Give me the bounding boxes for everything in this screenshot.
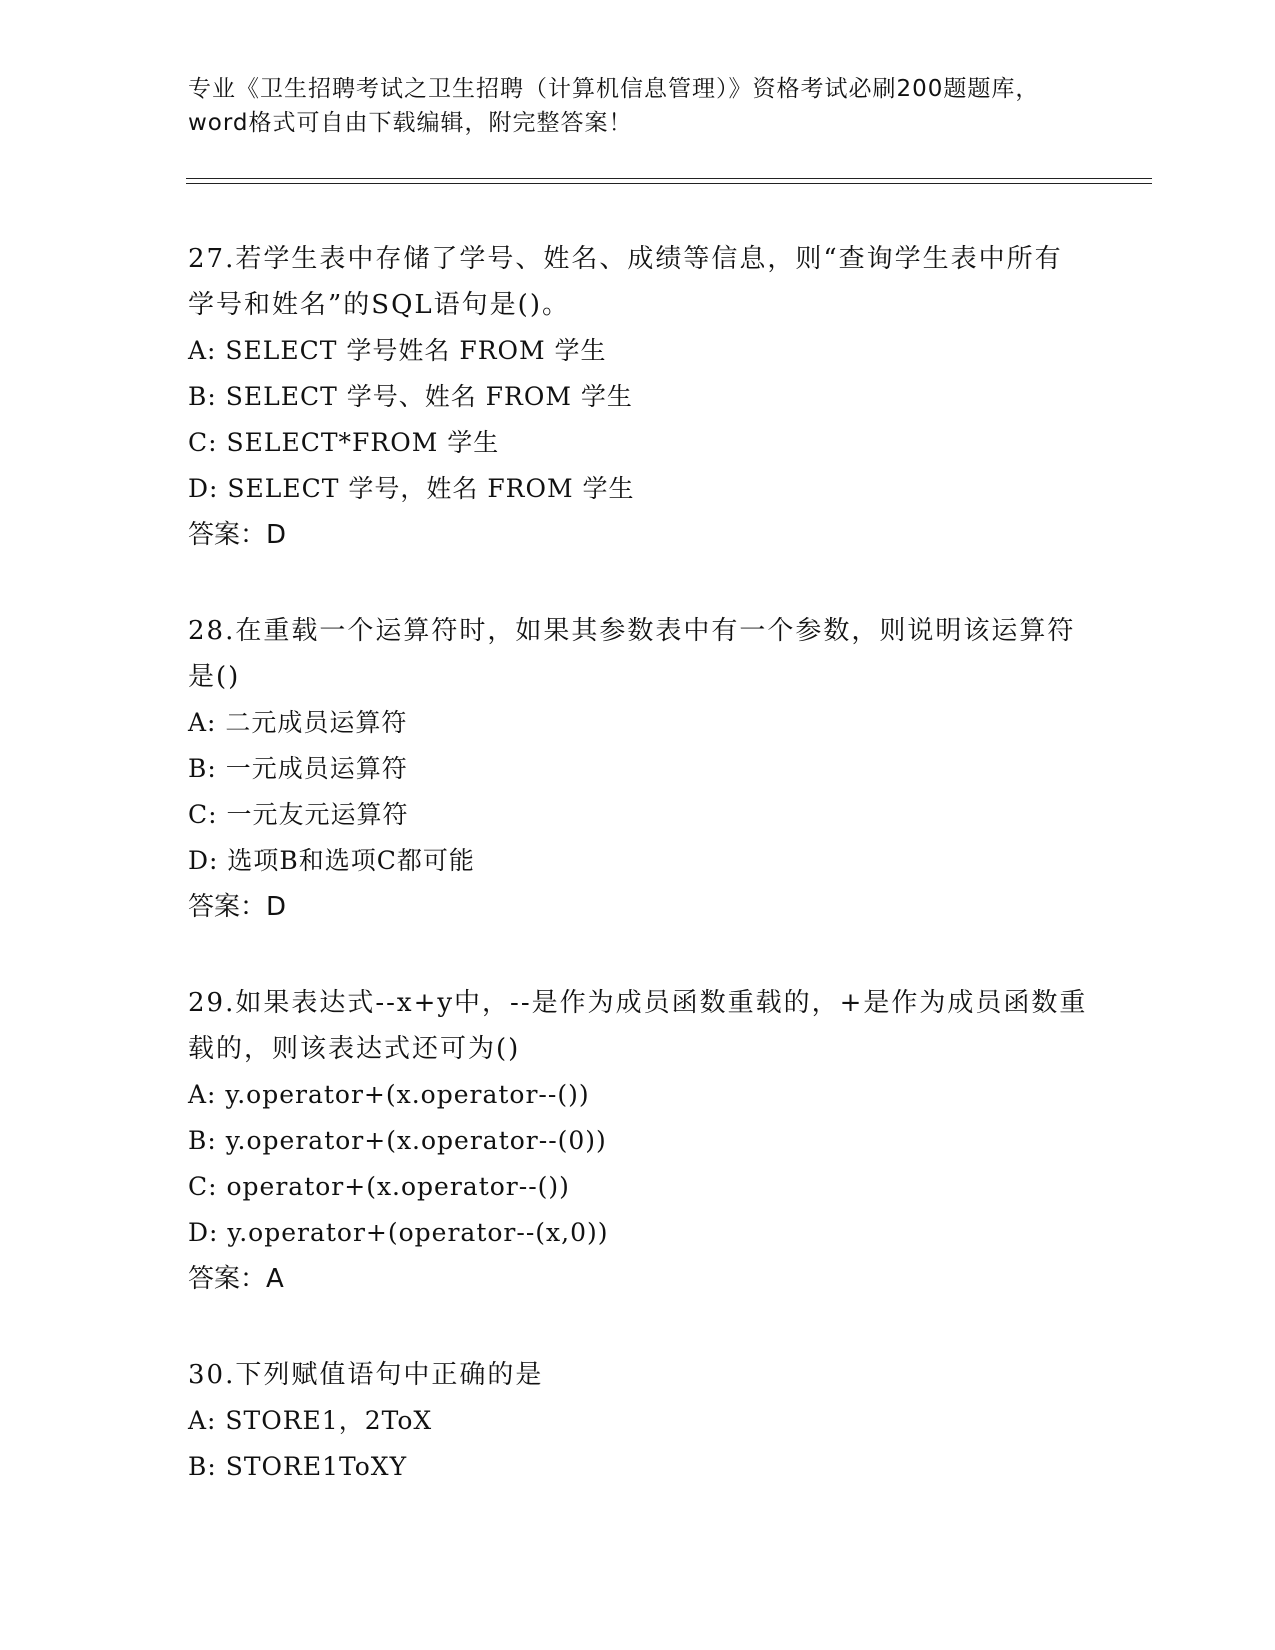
question-text: 29.如果表达式--x+y中，--是作为成员函数重载的，+是作为成员函数重载的，则该表达式还可为() <box>188 988 1088 1064</box>
option-b: B: STORE1ToXY <box>188 1452 408 1481</box>
header-line-1: 专业《卫生招聘考试之卫生招聘（计算机信息管理）》资格考试必刷200题题库， <box>188 76 1040 102</box>
option-a: A: y.operator+(x.operator--()) <box>188 1080 590 1109</box>
document-header <box>188 72 1088 140</box>
question-27 <box>188 236 1088 558</box>
option-d: D: 选项B和选项C都可能 <box>188 846 475 875</box>
answer-text: 答案：D <box>188 892 287 922</box>
header-divider-bottom <box>186 183 1152 184</box>
option-d: D: y.operator+(operator--(x,0)) <box>188 1218 609 1247</box>
option-d: D: SELECT 学号，姓名 FROM 学生 <box>188 474 635 503</box>
answer-text: 答案：A <box>188 1264 284 1294</box>
question-text: 28.在重载一个运算符时，如果其参数表中有一个参数，则说明该运算符是() <box>188 616 1076 692</box>
question-28 <box>188 608 1088 930</box>
option-c: C: operator+(x.operator--()) <box>188 1172 570 1201</box>
option-a: A: SELECT 学号姓名 FROM 学生 <box>188 336 607 365</box>
option-b: B: SELECT 学号、姓名 FROM 学生 <box>188 382 633 411</box>
option-a: A: 二元成员运算符 <box>188 708 408 737</box>
question-30 <box>188 1352 1088 1490</box>
header-line-2: word格式可自由下载编辑，附完整答案！ <box>188 110 633 136</box>
option-a: A: STORE1，2ToX <box>188 1406 433 1435</box>
option-b: B: 一元成员运算符 <box>188 754 408 783</box>
header-divider-top <box>186 178 1152 179</box>
option-b: B: y.operator+(x.operator--(0)) <box>188 1126 607 1155</box>
option-c: C: SELECT*FROM 学生 <box>188 428 500 457</box>
question-29 <box>188 980 1088 1302</box>
option-c: C: 一元友元运算符 <box>188 800 409 829</box>
answer-text: 答案：D <box>188 520 287 550</box>
question-list <box>188 236 1088 1540</box>
question-text: 27.若学生表中存储了学号、姓名、成绩等信息，则“查询学生表中所有学号和姓名”的SQL语句是()。 <box>188 244 1063 320</box>
question-text: 30.下列赋值语句中正确的是 <box>188 1360 544 1390</box>
